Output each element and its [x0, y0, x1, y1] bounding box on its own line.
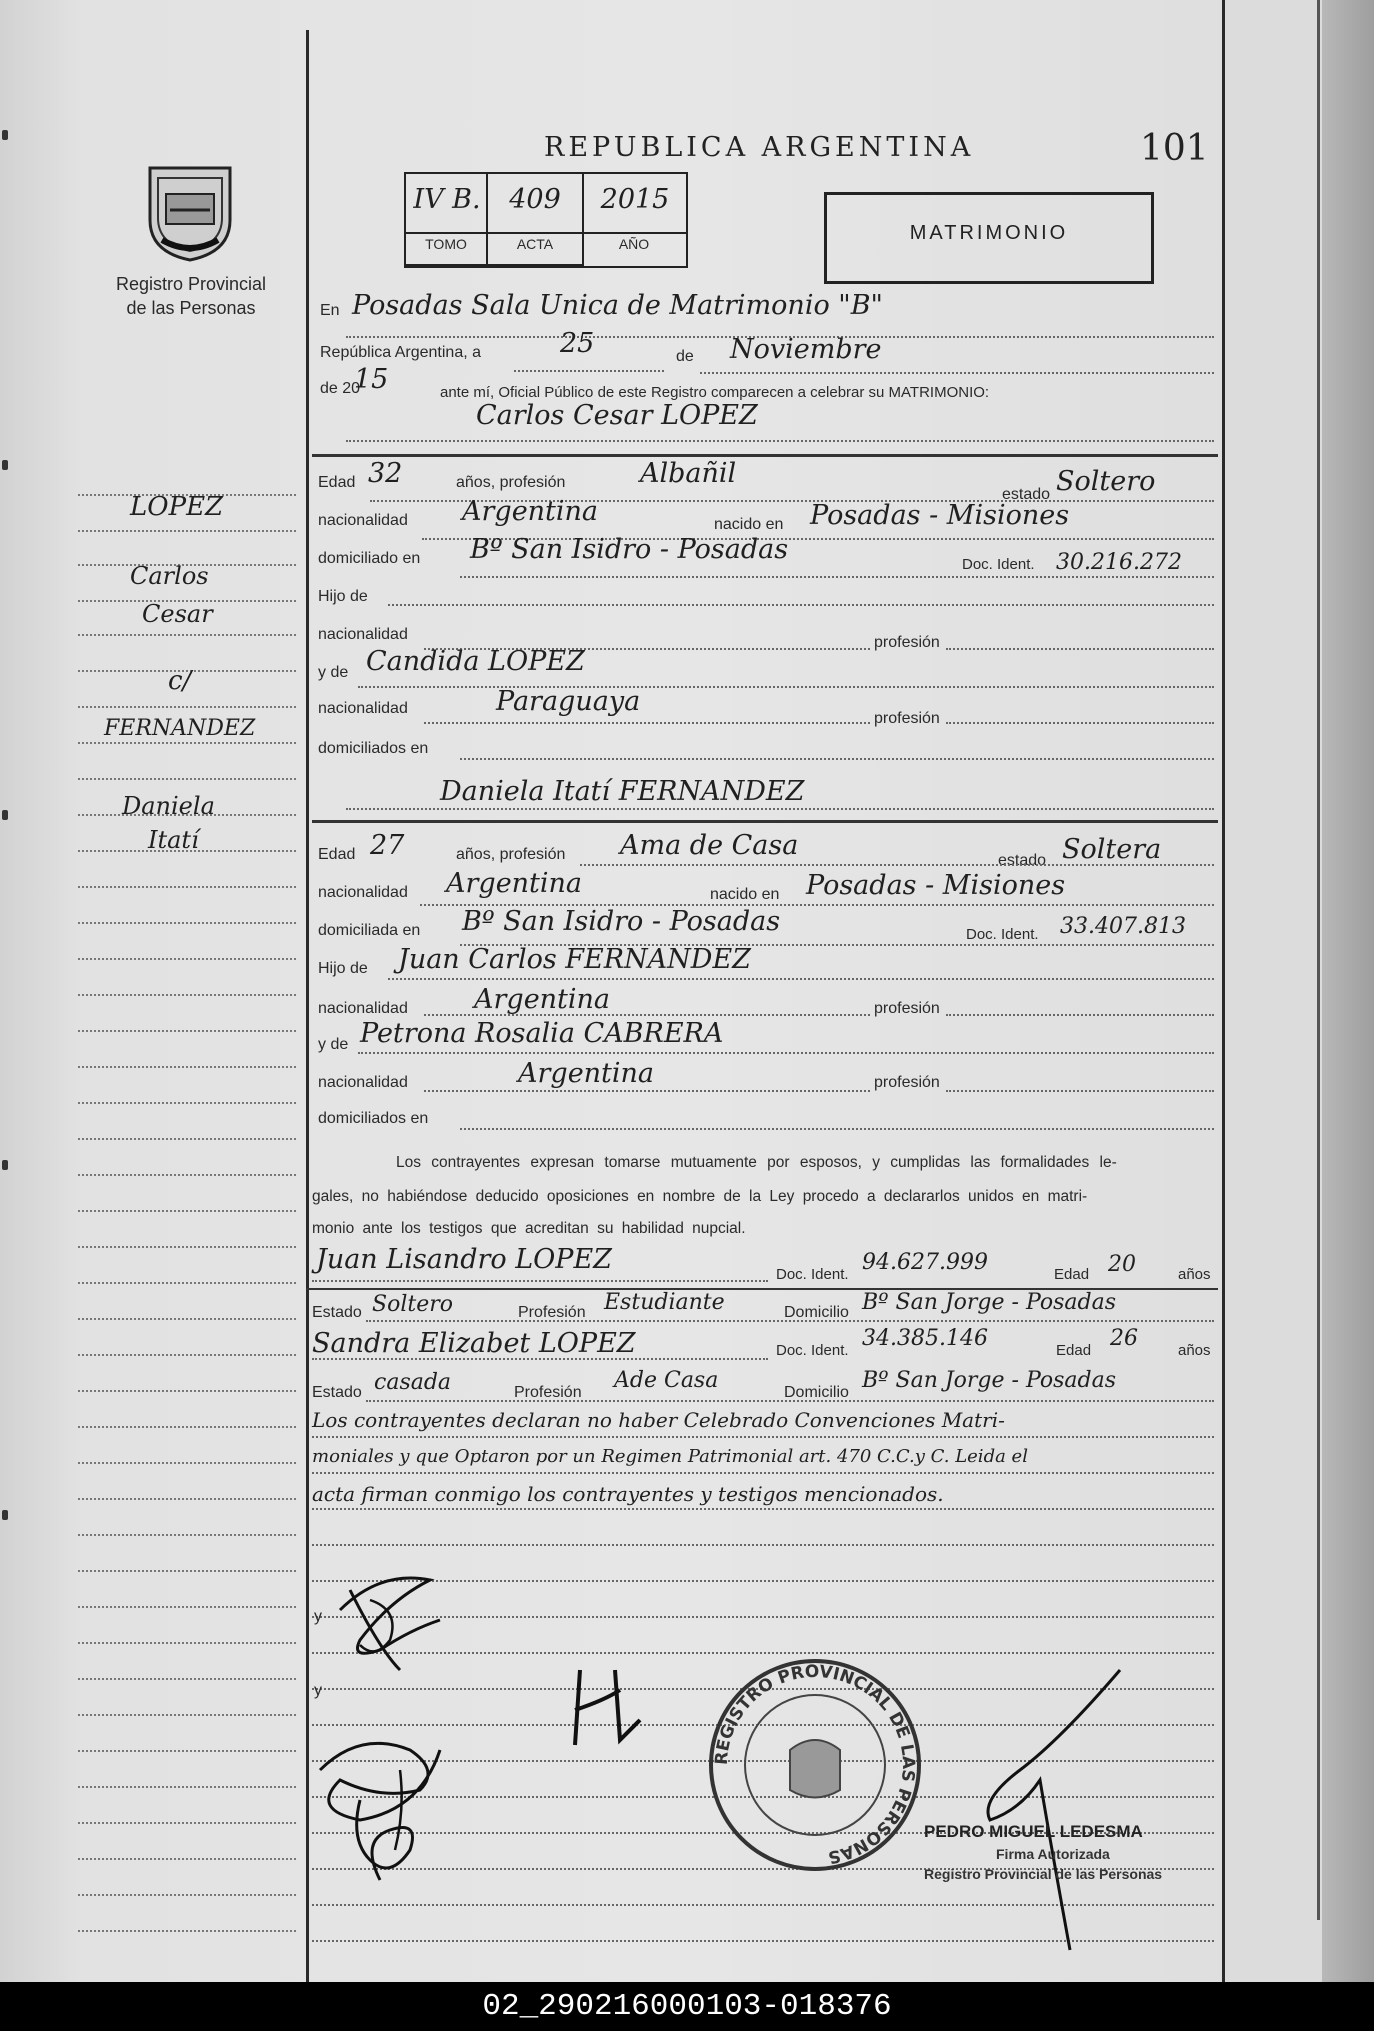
domiciliado-label: domiciliado en	[318, 550, 421, 567]
official-name: PEDRO MIGUEL LEDESMA	[924, 1822, 1143, 1841]
c1-nac-madre: Paraguaya	[496, 686, 641, 717]
en-label: En	[320, 302, 340, 319]
c1-doc: 30.216.272	[1056, 550, 1182, 575]
c2-domicilio: Bº San Isidro - Posadas	[462, 906, 781, 937]
testigo2-name: Sandra Elizabet LOPEZ	[312, 1328, 636, 1359]
doc-label: Doc. Ident.	[776, 1342, 849, 1359]
edad-label: Edad	[318, 474, 356, 491]
contrayente1-name: Carlos Cesar LOPEZ	[476, 400, 758, 431]
estado-label: estado	[998, 852, 1047, 869]
binding-hole	[2, 810, 8, 820]
c2-nac-madre: Argentina	[518, 1058, 655, 1089]
signature-contrayente2	[300, 1710, 470, 1900]
nacionalidad-label: nacionalidad	[318, 700, 408, 717]
margin-note-surname1: LOPEZ	[130, 492, 224, 522]
binding-hole	[2, 1160, 8, 1170]
republica-label: República Argentina, a	[320, 344, 481, 361]
nacionalidad-label: nacionalidad	[318, 1074, 408, 1091]
note-line-2: moniales y que Optaron por un Regimen Patrimonial art. 470 C.C.y C. Leida el	[312, 1446, 1028, 1467]
testigo1-doc: 94.627.999	[862, 1250, 988, 1275]
year-suffix-value: 15	[354, 364, 389, 395]
testigo1-estado: Soltero	[372, 1292, 453, 1317]
section-divider	[312, 454, 1218, 457]
c2-nac-padre: Argentina	[474, 984, 611, 1015]
doc-label: Doc. Ident.	[962, 556, 1035, 573]
estado-label: Estado	[312, 1384, 362, 1401]
c2-nacido: Posadas - Misiones	[806, 870, 1066, 901]
y-label: y	[314, 1608, 322, 1625]
c2-padre: Juan Carlos FERNANDEZ	[398, 944, 751, 975]
profesion-label: Profesión	[514, 1384, 582, 1401]
doc-label: Doc. Ident.	[966, 926, 1039, 943]
c2-profesion: Ama de Casa	[620, 830, 799, 861]
nacionalidad-label: nacionalidad	[318, 512, 408, 529]
page-number: 101	[1140, 128, 1209, 169]
nacionalidad-label: nacionalidad	[318, 626, 408, 643]
month-value: Noviembre	[730, 334, 882, 365]
anos-label: años	[1178, 1342, 1211, 1359]
testigo1-name: Juan Lisandro LOPEZ	[316, 1244, 612, 1275]
margin-note-connector: c/	[168, 666, 192, 696]
de-label: de	[676, 348, 694, 365]
anio-label: AÑO	[618, 236, 650, 252]
domiciliados-label: domiciliados en	[318, 1110, 429, 1127]
c2-edad: 27	[370, 830, 405, 861]
signature-testigo	[560, 1660, 650, 1760]
testigo2-profesion: Ade Casa	[614, 1368, 719, 1393]
anio-value: 2015	[600, 184, 670, 215]
scan-id-bar: 02_290216000103-018376	[0, 1982, 1374, 2031]
official-title: Firma Autorizada	[996, 1846, 1110, 1862]
note-line-1: Los contrayentes declaran no haber Celebrado Convenciones Matri-	[312, 1408, 1005, 1432]
note-line-3: acta firman conmigo los contrayentes y testigos mencionados.	[312, 1482, 944, 1506]
domiciliados-label: domiciliados en	[318, 740, 429, 757]
c1-nacionalidad: Argentina	[462, 496, 599, 527]
binding-hole	[2, 460, 8, 470]
margin-note-surname2: FERNANDEZ	[104, 716, 256, 741]
profesion-label: profesión	[874, 634, 940, 651]
registry-name-line2: de las Personas	[126, 298, 256, 318]
doc-label: Doc. Ident.	[776, 1266, 849, 1283]
yde-label: y de	[318, 1036, 349, 1053]
country-title: REPUBLICA ARGENTINA	[544, 132, 975, 163]
formal-text-1: Los contrayentes expresan tomarse mutuamente por esposos, y cumplidas las formalidades le-	[396, 1154, 1117, 1171]
anos-prof-label: años, profesión	[456, 474, 566, 491]
book-spine	[1322, 0, 1374, 1982]
nacido-label: nacido en	[710, 886, 780, 903]
domicilio-label: Domicilio	[784, 1304, 849, 1321]
c1-madre: Candida LOPEZ	[366, 646, 585, 677]
margin-note-given3: Daniela	[122, 792, 215, 820]
record-type-label: MATRIMONIO	[909, 222, 1069, 244]
testigo1-edad: 20	[1108, 1252, 1136, 1277]
profesion-label: profesión	[874, 1074, 940, 1091]
c2-madre: Petrona Rosalia CABRERA	[360, 1018, 724, 1049]
signature-contrayente1	[320, 1550, 470, 1690]
binding-hole	[2, 130, 8, 140]
estado-label: estado	[1002, 486, 1051, 503]
domicilio-label: Domicilio	[784, 1384, 849, 1401]
tomo-label: TOMO	[425, 236, 467, 252]
edad-label: Edad	[1054, 1266, 1090, 1283]
profesion-label: profesión	[874, 710, 940, 727]
estado-label: Estado	[312, 1304, 362, 1321]
margin-note-given1: Carlos	[130, 562, 209, 590]
official-org: Registro Provincial de las Personas	[924, 1866, 1163, 1882]
nacionalidad-label: nacionalidad	[318, 1000, 408, 1017]
day-value: 25	[560, 328, 595, 359]
signature-official	[960, 1660, 1140, 1960]
acta-value: 409	[509, 184, 561, 215]
registry-name-line1: Registro Provincial	[115, 274, 267, 294]
testigo1-profesion: Estudiante	[604, 1290, 725, 1315]
c1-estado: Soltero	[1056, 466, 1156, 497]
right-column	[1222, 0, 1325, 1982]
c2-doc: 33.407.813	[1060, 914, 1186, 939]
formal-text-3: monio ante los testigos que acreditan su habilidad nupcial.	[312, 1220, 746, 1237]
testigo1-domicilio: Bº San Jorge - Posadas	[862, 1290, 1117, 1315]
hijo-label: Hijo de	[318, 588, 368, 605]
c2-estado: Soltera	[1062, 834, 1162, 865]
profesion-label: Profesión	[518, 1304, 586, 1321]
yde-label: y de	[318, 664, 349, 681]
y-label: y	[314, 1682, 322, 1699]
anos-prof-label: años, profesión	[456, 846, 566, 863]
edad-label: Edad	[1056, 1342, 1092, 1359]
intro-text: ante mí, Oficial Público de este Registro comparecen a celebrar su MATRIMONIO:	[440, 384, 990, 401]
hijo-label: Hijo de	[318, 960, 368, 977]
stamp-ring-text: REGISTRO PROVINCIAL DE LAS PERSONAS	[711, 1661, 919, 1868]
acta-label: ACTA	[516, 236, 554, 252]
margin-note-given4: Itatí	[148, 826, 199, 854]
anos-label: años	[1178, 1266, 1211, 1283]
province-seal-icon	[140, 160, 240, 264]
c1-profesion: Albañil	[640, 458, 737, 489]
margin-note-given2: Cesar	[142, 600, 213, 628]
year-prefix: de 20	[320, 380, 361, 397]
testigo2-domicilio: Bº San Jorge - Posadas	[862, 1368, 1117, 1393]
contrayente2-name: Daniela Itatí FERNANDEZ	[440, 776, 805, 807]
edad-label: Edad	[318, 846, 356, 863]
nacido-label: nacido en	[714, 516, 784, 533]
domiciliada-label: domiciliada en	[318, 922, 421, 939]
c1-edad: 32	[368, 458, 403, 489]
testigo2-edad: 26	[1110, 1326, 1138, 1351]
c1-nacido: Posadas - Misiones	[810, 500, 1070, 531]
c1-domicilio: Bº San Isidro - Posadas	[470, 534, 789, 565]
c2-nacionalidad: Argentina	[446, 868, 583, 899]
official-stamp-icon	[700, 1650, 930, 1880]
tomo-value: IV B.	[413, 184, 481, 215]
formal-text-2: gales, no habiéndose deducido oposiciones en nombre de la Ley procedo a declararlos unidos en matri-	[312, 1188, 1088, 1205]
binding-hole	[2, 1510, 8, 1520]
nacionalidad-label: nacionalidad	[318, 884, 408, 901]
margin-divider	[306, 30, 309, 1982]
section-divider	[312, 820, 1218, 823]
testigo2-doc: 34.385.146	[862, 1326, 988, 1351]
place-value: Posadas Sala Unica de Matrimonio "B"	[352, 290, 883, 321]
testigo2-estado: casada	[374, 1370, 452, 1395]
profesion-label: profesión	[874, 1000, 940, 1017]
